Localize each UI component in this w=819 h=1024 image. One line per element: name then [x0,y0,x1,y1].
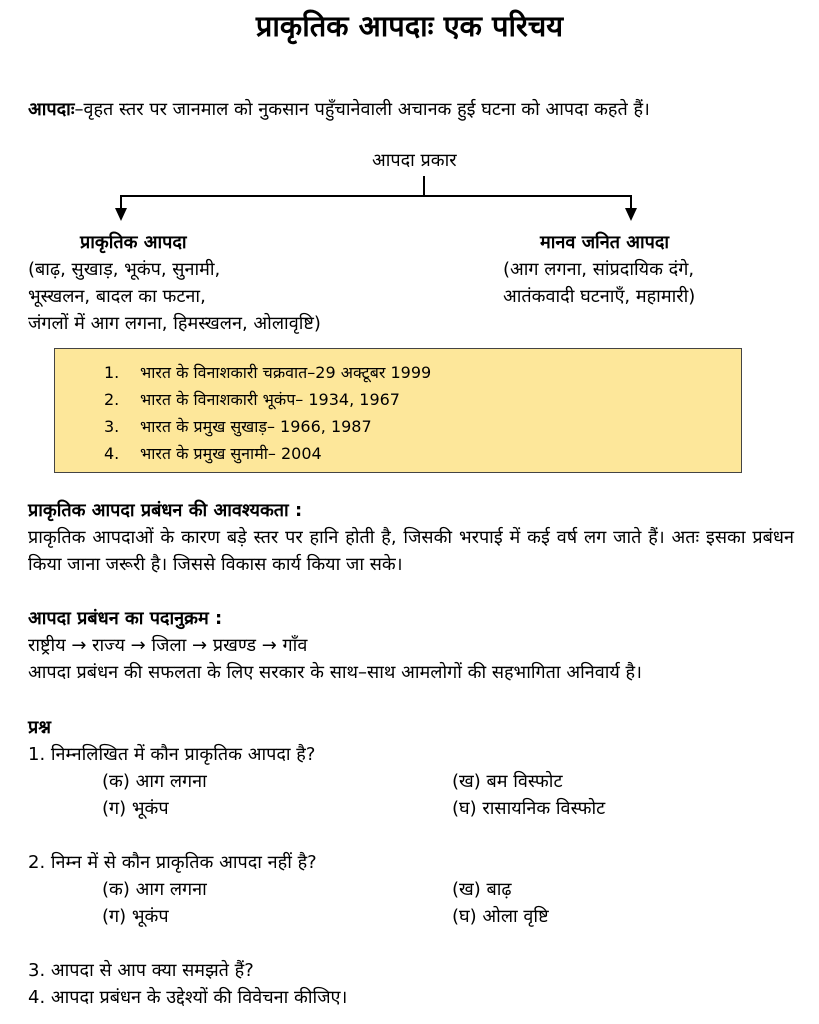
facts-box [54,348,742,473]
facts-item: 1. भारत के विनाशकारी चक्रवात–29 अक्टूबर 1999 [104,363,432,382]
facts-item: 4. भारत के प्रमुख सुनामी– 2004 [104,444,322,463]
man-made-disaster-line-2: आतंकवादी घटनाएँ, महामारी) [503,286,696,307]
definition-text: –वृहत स्तर पर जानमाल को नुकसान पहुँचानेवाली अचानक हुई घटना को आपदा कहते हैं। [74,99,650,120]
question-1-option-d: (घ) रासायनिक विस्फोट [452,798,606,819]
page-title: प्राकृतिक आपदाः एक परिचय [255,9,564,43]
hierarchy-heading: आपदा प्रबंधन का पदानुक्रम : [28,608,223,629]
facts-item: 2. भारत के विनाशकारी भूकंप– 1934, 1967 [104,390,400,409]
diagram-branch-line [120,195,632,197]
question-2-option-c: (ग) भूकंप [102,906,169,927]
question-1-option-a: (क) आग लगना [102,771,207,792]
question-4: 4. आपदा प्रबंधन के उद्देश्यों की विवेचना कीजिए। [28,987,348,1008]
man-made-disaster-line-1: (आग लगना, सांप्रदायिक दंगे, [503,259,695,280]
man-made-disaster-heading: मानव जनित आपदा [540,232,670,253]
diagram-root-label: आपदा प्रकार [372,150,457,171]
natural-disaster-line-3: जंगलों में आग लगना, हिमस्खलन, ओलावृष्टि) [28,313,321,334]
natural-disaster-line-2: भूस्खलन, बादल का फटना, [28,286,206,307]
natural-disaster-heading: प्राकृतिक आपदा [80,232,187,253]
diagram-left-drop [120,195,122,209]
diagram-stem-line [423,176,425,196]
question-2-option-a: (क) आग लगना [102,879,207,900]
natural-disaster-line-1: (बाढ़, सुखाड़, भूकंप, सुनामी, [28,259,221,280]
definition-term: आपदाः [28,99,75,120]
questions-heading: प्रश्न [28,717,51,738]
question-1-option-c: (ग) भूकंप [102,798,169,819]
question-3: 3. आपदा से आप क्या समझते हैं? [28,960,254,981]
need-paragraph: प्राकृतिक आपदाओं के कारण बड़े स्तर पर हानि होती है, जिसकी भरपाई में कई वर्ष लग जाते हैं। अतः इसका प्रबंधन किया जाना जरूरी है। जिससे विकास कार्य किया जा सके। [28,527,794,575]
need-heading: प्राकृतिक आपदा प्रबंधन की आवश्यकता : [28,500,303,521]
question-1-option-b: (ख) बम विस्फोट [452,771,563,792]
facts-item: 3. भारत के प्रमुख सुखाड़– 1966, 1987 [104,417,372,436]
question-2-option-b: (ख) बाढ़ [452,879,512,900]
left-arrow-icon [115,208,127,221]
right-arrow-icon [625,208,637,221]
question-2: 2. निम्न में से कौन प्राकृतिक आपदा नहीं है? [28,852,317,873]
question-2-option-d: (घ) ओला वृष्टि [452,906,549,927]
hierarchy-paragraph: आपदा प्रबंधन की सफलता के लिए सरकार के साथ–साथ आमलोगों की सहभागिता अनिवार्य है। [28,662,642,683]
definition-paragraph [28,96,794,123]
hierarchy-chain: राष्ट्रीय → राज्य → जिला → प्रखण्ड → गाँव [28,635,308,656]
diagram-right-drop [630,195,632,209]
question-1: 1. निम्नलिखित में कौन प्राकृतिक आपदा है? [28,744,316,765]
